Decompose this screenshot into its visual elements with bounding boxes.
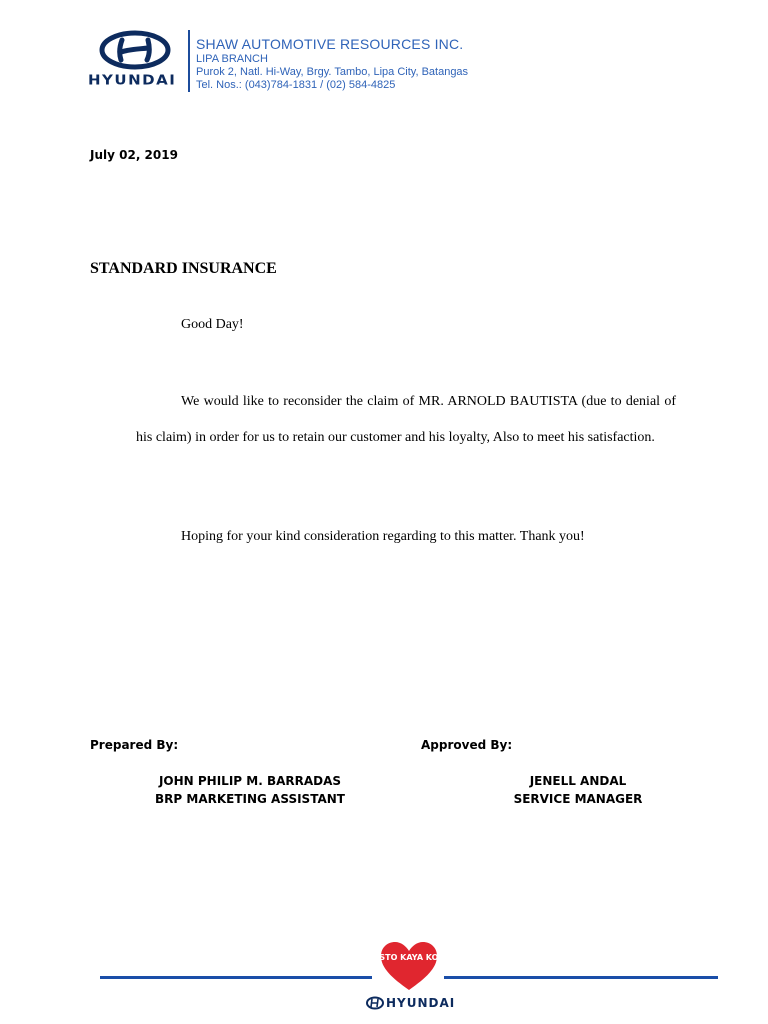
approved-by-label: Approved By: [421,738,513,752]
company-address: Purok 2, Natl. Hi-Way, Brgy. Tambo, Lipa City, Batangas [196,66,469,78]
prepared-by-label: Prepared By: [90,738,179,752]
preparer-name: JOHN PHILIP M. BARRADAS [158,774,342,788]
footer-line-right [444,976,718,979]
approver-name: JENELL ANDAL [529,774,627,788]
branch-name: LIPA BRANCH [196,53,268,65]
heart-text: GUSTO KAYA KONG [366,953,452,962]
company-name: SHAW AUTOMOTIVE RESOURCES INC. [196,36,464,52]
body-paragraph: We would like to reconsider the claim of MR. ARNOLD BAUTISTA (due to denial of his claim) in order for us to retain our customer and his loyalty, Also to meet his satisfaction. [136,394,676,445]
footer-emblem [366,996,384,1010]
letter-date: July 02, 2019 [90,148,178,162]
greeting: Good Day! [181,317,244,332]
recipient: STANDARD INSURANCE [90,260,277,277]
footer-line-left [100,976,372,979]
preparer-title: BRP MARKETING ASSISTANT [155,792,345,806]
hyundai-emblem-icon [88,30,182,72]
header-divider [188,30,190,92]
hyundai-wordmark: HYUNDAI [88,71,177,89]
company-phones: Tel. Nos.: (043)784-1831 / (02) 584-4825 [196,79,396,91]
heart-icon [366,940,452,992]
footer-wordmark: HYUNDAI [386,996,456,1010]
approver-title: SERVICE MANAGER [513,792,643,806]
heart-logo [366,940,452,992]
footer-hyundai-emblem-icon [366,996,384,1010]
closing-line: Hoping for your kind consideration regarding to this matter. Thank you! [181,529,585,544]
